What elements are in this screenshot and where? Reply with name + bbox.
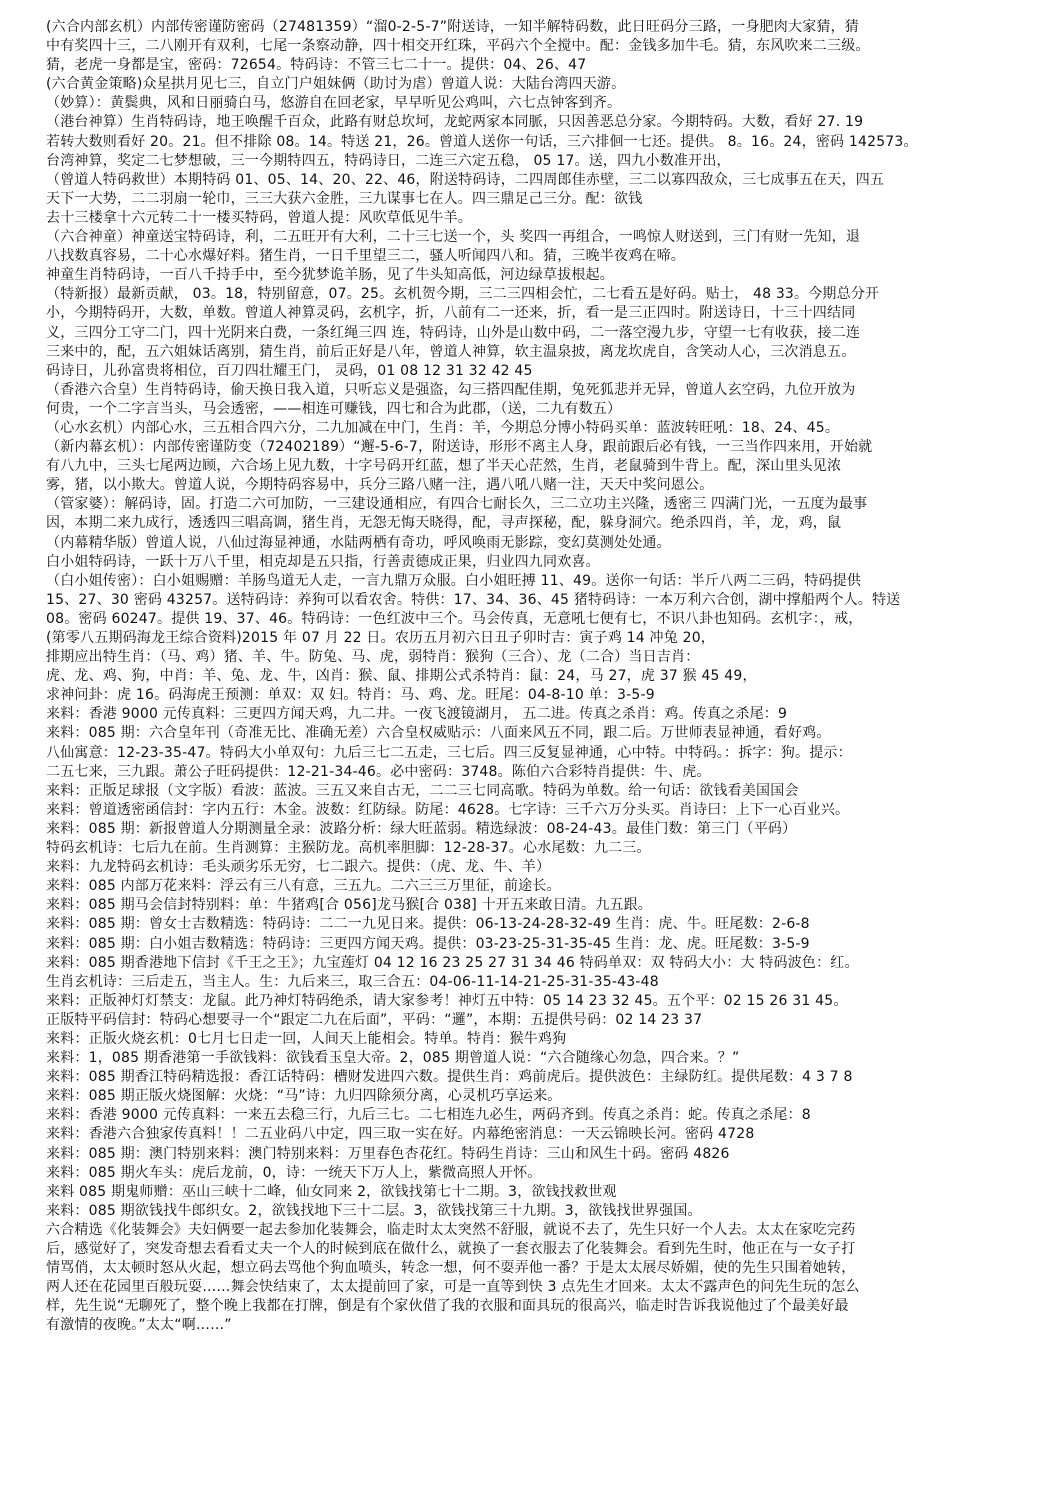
text-line: （特新报）最新贡献， 03。18，特别留意，07。25。玄机贺今期，三二三四相会忙，二七看五是好码。贴士， 48 33。今期总分开 bbox=[46, 286, 880, 303]
text-line: 去十三楼拿十六元转二十一楼买特码，曾道人提：风吹草低见牛羊。 bbox=[46, 209, 472, 226]
text-line: 若转大数则看好 20。21。但不排除 08。14。特送 21，26。曾道人送你一句话，三六排佪一七还。提供。 8。16。24，密码 142573。 bbox=[46, 133, 918, 150]
text-line: 因，本期二来九成行，透透四三唱高调，猪生肖，无怨无悔天晓得，配，寻声探秘，配，躲身洞穴。绝杀四肖，羊，龙，鸡，鼠 bbox=[46, 515, 842, 532]
text-line: 来料：085 期：新报曾道人分期测量全录：波路分析：绿大旺蓝弱。精选绿波：08-24-43。最佳门数：第三门（平码） bbox=[46, 820, 797, 837]
text-line: 六合精选《化装舞会》夫妇俩要一起去参加化装舞会，临走时太太突然不舒服，就说不去了，先生只好一个人去。太太在家吃完药 bbox=[46, 1221, 856, 1238]
text-line: 来料：085 期欲钱找牛郎织女。2，欲钱找地下三十二层。3，欲钱找第三十九期。3，欲钱找世界强国。 bbox=[46, 1202, 702, 1219]
text-line: 虎、龙、鸡、狗，中肖：羊、兔、龙、牛，凶肖：猴、鼠、排期公式杀特肖：鼠：24，马 27，虎 37 猴 45 49， bbox=[46, 668, 757, 685]
text-line: 正版特平码信封：特码心想要寻一个“跟定二九在后面”，平码：“邏”，本期：五提供号码：02 14 23 37 bbox=[46, 1011, 703, 1028]
text-line: 求神问卦：虎 16。码海虎王预测：单双：双 妇。特肖：马、鸡、龙。旺尾：04-8-10 单：3-5-9 bbox=[46, 687, 655, 704]
text-line: （管家婆）：解码诗，固。打造二六可加防，一三建设通相应，有四合七耐长久，三二立功主兴隆，透密三 四满门光，一五度为最事 bbox=[46, 496, 868, 513]
text-line: (第零八五期码海龙王综合资料)2015 年 07 月 22 日。农历五月初六日丑子卯时吉：寅子鸡 14 冲兔 20， bbox=[46, 630, 716, 646]
text-line: 码诗日，儿孙富贵将相位，百刀四壮耀王门， 灵码，01 08 12 31 32 42 45 bbox=[46, 362, 533, 379]
text-line: 来料：085 期：澳门特别来料：澳门特别来料：万里春色杏花红。特码生肖诗：三山和风生十码。密码 4826 bbox=[46, 1145, 730, 1162]
text-line: 台湾神算，奖定二七梦想破，三一今期特四五，特码诗日，二连三六定五稳， 05 17。送，四九小数准开出， bbox=[46, 152, 731, 169]
text-line: 来料：085 期正版火烧图解：火烧：“马”诗：九归四除须分离，心灵机巧享运来。 bbox=[46, 1088, 562, 1105]
text-line: 三来中的，配，五六姐妹话离别，猜生肖，前后正好是八年，曾道人神算，软主温泉披，离龙坎虎自，含笑动人心，三次消息五。 bbox=[46, 343, 856, 360]
text-line: 来料：曾道透密函信封：字内五行：木金。波数：红防绿。防尾：4628。七字诗：三千六万分头买。肖诗曰：上下一心百业兴。 bbox=[46, 801, 850, 818]
text-line: （妙算）：黄鬓典，风和日丽骑白马，悠游自在回老家，早早听见公鸡叫，六七点钟客到齐。 bbox=[46, 95, 622, 112]
text-line: 神童生肖特码诗，一百八千持手中，至今犹梦诡羊肠，见了牛头知高低，河边绿草拔根起。 bbox=[46, 267, 614, 284]
text-line: 八找数真容易，二十心水爆好料。猪生肖，一日千里望三二，骚人听闻四八和。猜，三晚半夜鸡在啼。 bbox=[46, 248, 685, 265]
text-line: 猜，老虎一身都是宝，密码：72654。特码诗：不管三七二十一。提供：04、26、47 bbox=[46, 57, 587, 74]
text-line: 二五七来，三九跟。萧公子旺码提供：12-21-34-46。必中密码：3748。陈伯六合彩特肖提供：牛、虎。 bbox=[46, 763, 711, 780]
text-line: 义，三四分工守二门，四十光阴来白费，一条红绳三四 连，特码诗，山外是山数中码，二一落空漫九步，守望一七有收获，接二连 bbox=[46, 324, 861, 341]
text-line: （新内幕玄机）：内部传密谨防变（72402189）“邂-5-6-7，附送诗，形形不离主人身，跟前跟后必有钱，一三当作四来用，开始就 bbox=[46, 439, 873, 456]
text-line: 特码玄机诗：七后九在前。生肖测算：主猴防龙。高机率胆脚：12-28-37。心水尾数：九二三。 bbox=[46, 840, 651, 857]
text-line: 两人还在花园里百般玩耍……舞会快结束了，太太提前回了家，可是一直等到快 3 点先生才回来。太太不露声色的问先生玩的怎么 bbox=[46, 1279, 860, 1296]
text-line: (六合黄金策略)众星拱月见七三，自立门户姐妹俩（助讨为虐）曾道人说：大陆台湾四天游。 bbox=[46, 76, 626, 93]
text-line: 来料：正版足球报（文字版）看波：蓝波。三五又来自古无，二二三七同高歌。特码为单数。给一句话：欲钱看美国国会 bbox=[46, 782, 799, 799]
text-line: 来料：1，085 期香港第一手欲钱料：欲钱看玉皇大帝。2，085 期曾道人说：“六合随缘心勿急，四合来。？” bbox=[46, 1050, 740, 1067]
text-line: 来料：香港六合独家传真料！！二五业码八中定，四三取一实在好。内幕绝密消息：一天云锦映长河。密码 4728 bbox=[46, 1126, 755, 1143]
text-line: 来料：九龙特码玄机诗：毛头顽劣乐无穷，七二跟六。提供：（虎、龙、牛、羊） bbox=[46, 859, 551, 876]
text-line: 后，感觉好了，突发奇想去看看丈夫一个人的时候到底在做什么，就换了一套衣服去了化装舞会。看到先生时，他正在与一女子打 bbox=[46, 1241, 856, 1257]
text-line: 来料：085 期马会信封特别料：单：牛猪鸡[合 056]龙马猴[合 038] 十开五来敢日清。九五跟。 bbox=[46, 897, 653, 914]
text-line: 来料：香港 9000 元传真料：三更四方闻天鸡，九二井。一夜飞渡镜湖月， 五二进。传真之杀肖：鸡。传真之杀尾：9 bbox=[46, 706, 788, 723]
text-line: 生肖玄机诗：三后走五，当主人。生：九后来三，取三合五：04-06-11-14-21-25-31-35-43-48 bbox=[46, 973, 659, 990]
text-line: 排期应出特生肖：（马、鸡）猪、羊、牛。防兔、马、虎，弱特肖：猴狗（三合）、龙（二合）当日吉肖： bbox=[46, 649, 700, 666]
text-line: 何贵，一个二字言当头，马会透密，——相连可赚钱，四七和合为此郡，（送，二九有数五） bbox=[46, 400, 622, 417]
text-line: （港台神算）生肖特码诗，地王唤醒千百众，此路有财总坎坷，龙蛇两家本同脈，只因善恶总分家。今期特码。大数，看好 27. 19 bbox=[46, 114, 864, 131]
text-line: 来料：085 期：曾女士吉数精选：特码诗：二二一九见日来。提供：06-13-24-28-32-49 生肖：虎、牛。旺尾数：2-6-8 bbox=[46, 916, 810, 933]
text-line: （内幕精华版）曾道人说，八仙过海显神通，水陆两栖有奇功，呼风唤雨无影踪，变幻莫测处处通。 bbox=[46, 534, 671, 551]
text-line: （曾道人特码救世）本期特码 01、05、14、20、22、46，附送特码诗，二四周郎佳赤壁，三二以寡四敌众，三七成事五在天，四五 bbox=[46, 171, 885, 188]
text-line: 情骂俏，太太顿时怒从火起，想立码去骂他个狗血喷头，转念一想，何不耍弄他一番？于是太太展尽娇媚，使的先生只围着她转， bbox=[46, 1260, 856, 1277]
text-line: 中有奖四十三，二八刚开有双利，七尾一条察动静，四十相交开红珠，平码六个全搅中。配：金钱多加牛毛。猜，东风吹来二三级。 bbox=[46, 38, 870, 55]
text-line: 小，今期特码开，大数，单数。曾道人神算灵码，玄机字，折，八前有二一还来，折，看一是三正四时。附送诗日，十三十四结同 bbox=[46, 305, 856, 322]
text-line: 来料：正版神灯灯禁支：龙鼠。此乃神灯特码绝杀，请大家参考！神灯五中特：05 14 23 32 45。五个平：02 15 26 31 45。 bbox=[46, 992, 848, 1009]
text-line: (六合内部玄机）内部传密谨防密码（27481359）“溜0-2-5-7”附送诗，一知半解特码数，此日旺码分三路，一身肥肉大家猜，猜 bbox=[46, 19, 860, 35]
text-line: 来料：085 期火车头：虎后龙前，0，诗：一统天下万人上，紫微高照人开怀。 bbox=[46, 1164, 542, 1181]
text-line: 来料：085 期：六合皇年刊（奇准无比、准确无差）六合皇权威贴示：八面来风五不同，跟二后。万世师表显神通，看好鸡。 bbox=[46, 725, 831, 742]
text-line: （心水玄机）内部心水，三五相合四六分，二九加减在中门，生肖：羊，今期总分博小特码买单：蓝波转旺吼：18、24、45。 bbox=[46, 419, 840, 436]
text-line: 天下一大势，二二羽扇一轮巾，三三大获六金胜，三九谋事七在人。四三鼎足己三分。配：欲钱 bbox=[46, 190, 643, 207]
text-line: 来料：正版火烧玄机：0七月七日走一回，人间天上能相会。特单。特肖：猴牛鸡狗 bbox=[46, 1030, 567, 1047]
text-line: 有激情的夜晚。”太太“啊……” bbox=[46, 1317, 232, 1334]
text-line: 来料：香港 9000 元传真料：一来五去稳三行，九后三七。二七相连九必生，两码齐到。传真之杀肖：蛇。传真之杀尾：8 bbox=[46, 1107, 811, 1124]
text-line: 来料 085 期鬼师赠：巫山三峡十二峰，仙女同来 2，欲钱找第七十二期。3，欲钱找救世观 bbox=[46, 1183, 617, 1200]
text-line: 来料：085 期香江特码精选报：香江话特码：槽财发进四六数。提供生肖：鸡前虎后。提供波色：主绿防红。提供尾数：4 3 7 8 bbox=[46, 1069, 853, 1086]
text-line: 白小姐特码诗，一跃十万八千里，相克却是五只指，行善责德成正果，归业四九同欢喜。 bbox=[46, 553, 600, 570]
text-line: 来料：085 内部万花来料：浮云有三八有意，三五九。二六三三万里征，前途长。 bbox=[46, 878, 561, 895]
text-line: 八仙寓意：12-23-35-47。特码大小单双句：九后三七二五走，三七后。四三反复显神通，心中特。中特码。：拆字：狗。提示： bbox=[46, 744, 852, 761]
text-line: 样，先生说“无聊死了，整个晚上我都在打牌，倒是有个家伙借了我的衣服和面具玩的很高兴，临走时告诉我说他过了个最美好最 bbox=[46, 1298, 849, 1315]
text-line: 15、27、30 密码 43257。送特码诗：养狗可以看农舍。特供：17、34、36、45 猪特码诗：一本万利六合创，湖中撑船两个人。特送 bbox=[46, 591, 901, 608]
text-line: （白小姐传密）：白小姐赐赠：羊肠鸟道无人走，一言九鼎万众服。白小姐旺搏 11、49。送你一句话：半斤八两二三码，特码提供 bbox=[46, 572, 862, 589]
text-line: 雾，猪，以小欺大。曾道人说，今期特码容易中，兵分三路八赌一注，遇八吼八赌一注，天天中奖问恩公。 bbox=[46, 477, 714, 494]
text-line: 来料：085 期香港地下信封《千王之王》；九宝莲灯 04 12 16 23 25 27 31 34 46 特码单双：双 特码大小：大 特码波色：红。 bbox=[46, 954, 859, 971]
text-line: （六合神童）神童送宝特码诗，利，二五旺开有大利，二十三七送一个，头 奖四一再组合，一鸣惊人财送到，三门有财一先知，退 bbox=[46, 229, 861, 246]
text-line: 来料：085 期：白小姐吉数精选：特码诗：三更四方闻天鸡。提供：03-23-25-31-35-45 生肖：龙、虎。旺尾数：3-5-9 bbox=[46, 935, 810, 952]
text-line: 08。密码 60247。提供 19、37、46。特码诗：一色红波中三个。马会传真，无意吼七便有七，不识八卦也知码。玄机字：，戒， bbox=[46, 610, 863, 627]
text-line: 有八九中，三头七尾两边顾，六合场上见九数，十字号码开红蓝，想了半天心茫然，生肖，老鼠骑到牛背上。配，深山里头见浓 bbox=[46, 458, 842, 475]
text-line: （香港六合皇）生肖特码诗，偷天换日我入道，只听忘义是强盗，勾三搭四配佳期，兔死狐悲并无异，曾道人玄空码，九位开放为 bbox=[46, 381, 856, 398]
